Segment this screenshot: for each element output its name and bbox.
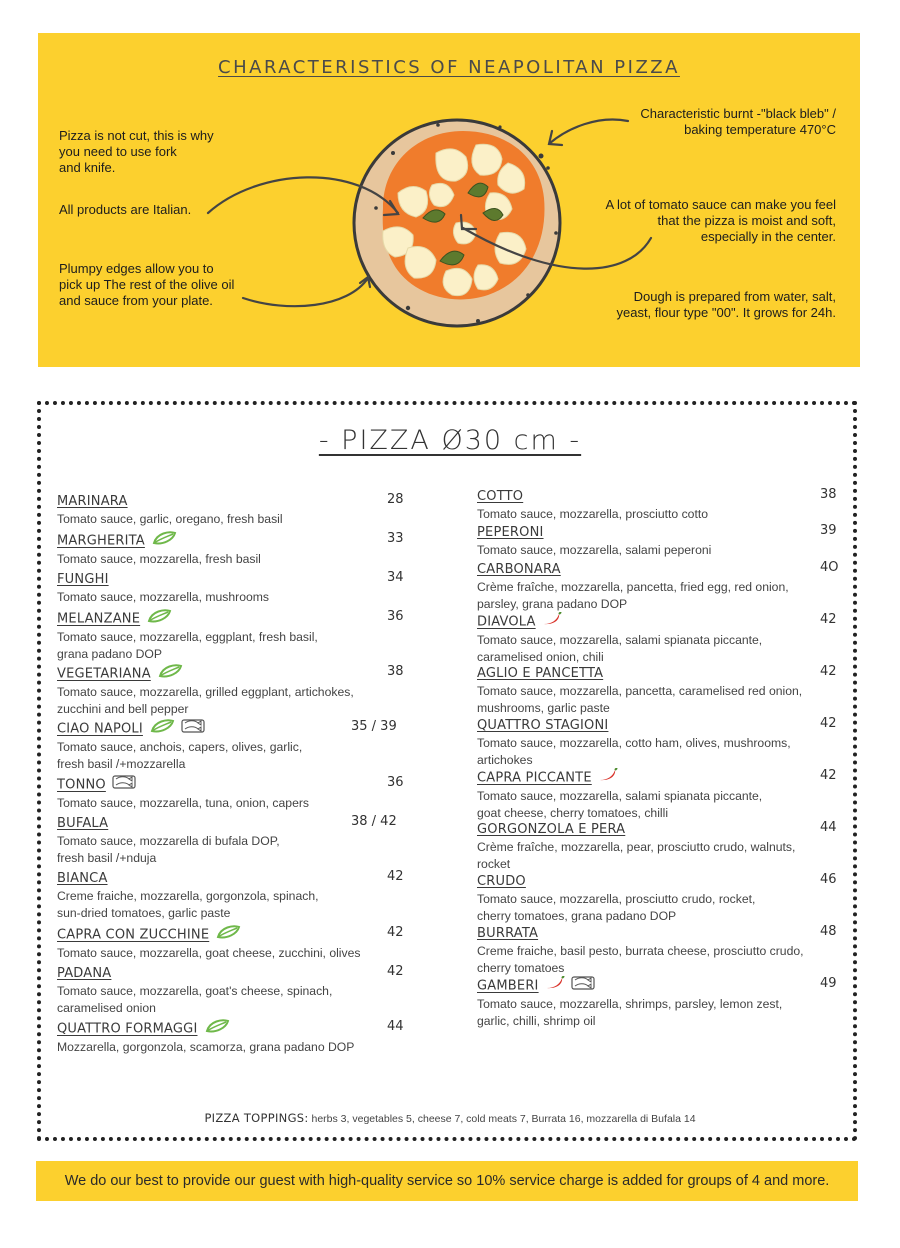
- menu-item: [57, 775, 407, 812]
- menu-item: [57, 492, 407, 528]
- menu-item-description: Tomato sauce, mozzarella di bufala DOP, fresh basil /+nduja: [57, 834, 280, 865]
- menu-item-price: 42: [387, 925, 404, 940]
- menu-item: [477, 924, 837, 976]
- menu-item: [57, 609, 407, 662]
- pizza-toppings: [0, 1111, 900, 1125]
- menu-item: [57, 531, 407, 568]
- menu-item: [477, 487, 837, 523]
- note-burnt: Characteristic burnt -"black bleb" / baking temperature 470°C: [640, 106, 836, 137]
- menu-title-text: - PIZZA Ø30 cm -: [318, 425, 582, 456]
- menu-item-description: Mozzarella, gorgonzola, scamorza, grana padano DOP: [57, 1040, 355, 1054]
- characteristics-title: CHARACTERISTICS OF NEAPOLITAN PIZZA: [218, 57, 680, 78]
- note-not-cut: Pizza is not cut, this is why you need to use fork and knife.: [59, 128, 214, 175]
- menu-item-name: AGLIO E PANCETTA: [477, 666, 604, 681]
- menu-item-name: MELANZANE: [57, 611, 141, 627]
- menu-item-price: 42: [820, 612, 837, 627]
- note-edges: Plumpy edges allow you to pick up The rest of the olive oil and sauce from your plate.: [59, 261, 235, 308]
- menu-item-name: PADANA: [57, 966, 112, 981]
- menu-item-price: 34: [387, 570, 404, 585]
- menu-item-price: 46: [820, 872, 837, 887]
- menu-item-name: GAMBERI: [477, 978, 539, 994]
- menu-item: [57, 869, 407, 921]
- menu-item-name: DIAVOLA: [477, 614, 536, 630]
- menu-item: [57, 1019, 407, 1056]
- menu-title: [0, 425, 900, 456]
- menu-item: [477, 716, 837, 768]
- characteristics-panel: [38, 33, 860, 367]
- menu-item-description: Crème fraîche, mozzarella, pancetta, fried egg, red onion, parsley, grana padano DOP: [477, 580, 789, 611]
- menu-item-price: 48: [820, 924, 837, 939]
- menu-item-name: CARBONARA: [477, 562, 561, 577]
- menu-item-price: 42: [387, 869, 404, 884]
- vegetarian-leaf-icon: [149, 719, 175, 738]
- menu-item-description: Tomato sauce, mozzarella, pancetta, caramelised red onion, mushrooms, garlic paste: [477, 684, 803, 715]
- menu-item-name: QUATTRO FORMAGGI: [57, 1021, 198, 1037]
- menu-item-price: 28: [387, 492, 404, 507]
- menu-item-name: MARINARA: [57, 494, 128, 509]
- menu-item: [57, 664, 407, 717]
- menu-item-description: Tomato sauce, mozzarella, prosciutto crudo, rocket, cherry tomatoes, grana padano DOP: [477, 892, 756, 923]
- menu-item-name: BIANCA: [57, 871, 108, 886]
- menu-item-name: PEPERONI: [477, 525, 544, 540]
- spicy-chili-icon: [545, 976, 565, 995]
- menu-item-description: Tomato sauce, mozzarella, grilled eggplant, artichokes, zucchini and bell pepper: [57, 685, 354, 716]
- menu-item-description: Tomato sauce, mozzarella, goat cheese, zucchini, olives: [57, 946, 361, 960]
- menu-item-name: CIAO NAPOLI: [57, 721, 143, 737]
- menu-item-description: Crème fraîche, mozzarella, pear, prosciutto crudo, walnuts, rocket: [477, 840, 796, 871]
- fish-icon: [112, 775, 136, 794]
- menu-item: [57, 964, 407, 1016]
- menu-item-name: CAPRA PICCANTE: [477, 770, 592, 786]
- menu-item-price: 42: [820, 768, 837, 783]
- menu-item-name: COTTO: [477, 489, 524, 504]
- menu-item-price: 42: [820, 664, 837, 679]
- menu-item-description: Tomato sauce, garlic, oregano, fresh basil: [57, 512, 283, 526]
- menu-item: [477, 560, 839, 612]
- menu-item-description: Tomato sauce, mozzarella, cotto ham, olives, mushrooms, artichokes: [477, 736, 791, 767]
- menu-item-description: Creme fraiche, mozzarella, gorgonzola, spinach, sun-dried tomatoes, garlic paste: [57, 889, 319, 920]
- menu-item-price: 38 / 42: [351, 814, 397, 829]
- spicy-chili-icon: [542, 612, 562, 631]
- menu-item-description: Tomato sauce, mozzarella, mushrooms: [57, 590, 270, 604]
- vegetarian-leaf-icon: [157, 664, 183, 683]
- menu-item-description: Tomato sauce, mozzarella, salami peperoni: [477, 543, 712, 557]
- menu-item-description: Tomato sauce, mozzarella, tuna, onion, capers: [57, 796, 310, 810]
- menu-item-name: FUNGHI: [57, 572, 109, 587]
- menu-item: [477, 820, 837, 872]
- menu-item-price: 36: [387, 609, 404, 624]
- menu-item: [57, 570, 407, 606]
- menu-item: [57, 925, 407, 962]
- menu-item-price: 4O: [820, 560, 839, 575]
- toppings-text: herbs 3, vegetables 5, cheese 7, cold meats 7, Burrata 16, mozzarella di Bufala 14: [308, 1113, 696, 1125]
- menu-item-price: 44: [820, 820, 837, 835]
- menu-item-name: QUATTRO STAGIONI: [477, 718, 609, 733]
- menu-item-description: Tomato sauce, mozzarella, goat's cheese, spinach, caramelised onion: [57, 984, 333, 1015]
- menu-item: [477, 664, 837, 716]
- menu-item-name: CAPRA CON ZUCCHINE: [57, 927, 210, 943]
- menu-item-description: Tomato sauce, mozzarella, salami spianata piccante, goat cheese, cherry tomatoes, chilli: [477, 789, 763, 820]
- note-italian: All products are Italian.: [59, 202, 192, 217]
- menu-item-description: Creme fraiche, basil pesto, burrata cheese, prosciutto crudo, cherry tomatoes: [477, 944, 804, 975]
- menu-item-name: GORGONZOLA E PERA: [477, 822, 626, 837]
- menu-item-name: CRUDO: [477, 874, 526, 889]
- menu-item-price: 39: [820, 523, 837, 538]
- menu-item-description: Tomato sauce, mozzarella, salami spianata piccante, caramelised onion, chili: [477, 633, 763, 664]
- toppings-label: PIZZA TOPPINGS:: [204, 1111, 309, 1125]
- menu-item-price: 33: [387, 531, 404, 546]
- menu-item: [477, 872, 837, 924]
- menu-item-name: BUFALA: [57, 816, 109, 831]
- menu-item-description: Tomato sauce, anchois, capers, olives, garlic, fresh basil /+mozzarella: [57, 740, 303, 771]
- menu-item-name: MARGHERITA: [57, 533, 145, 549]
- menu-item-price: 42: [387, 964, 404, 979]
- menu-item-description: Tomato sauce, mozzarella, eggplant, fresh basil, grana padano DOP: [57, 630, 318, 661]
- menu-item: [477, 768, 837, 821]
- menu-item-description: Tomato sauce, mozzarella, shrimps, parsley, lemon zest, garlic, chilli, shrimp oil: [477, 997, 783, 1028]
- menu-item-name: VEGETARIANA: [57, 666, 151, 682]
- menu-item-price: 36: [387, 775, 404, 790]
- vegetarian-leaf-icon: [146, 609, 172, 628]
- note-sauce: A lot of tomato sauce can make you feel that the pizza is moist and soft, especially in the center.: [605, 197, 836, 244]
- menu-item-price: 35 / 39: [351, 719, 397, 734]
- menu-item: [57, 814, 407, 866]
- menu-item: [477, 523, 837, 559]
- service-charge-footer: We do our best to provide our guest with high-quality service so 10% service charge is added for groups of 4 and more.: [36, 1161, 858, 1201]
- fish-icon: [571, 976, 595, 995]
- vegetarian-leaf-icon: [151, 531, 177, 550]
- menu-item-price: 44: [387, 1019, 404, 1034]
- menu-item: [477, 976, 837, 1029]
- menu-item-price: 42: [820, 716, 837, 731]
- fish-icon: [181, 719, 205, 738]
- menu-item-description: Tomato sauce, mozzarella, fresh basil: [57, 552, 261, 566]
- menu-item-price: 49: [820, 976, 837, 991]
- menu-item-description: Tomato sauce, mozzarella, prosciutto cotto: [477, 507, 708, 521]
- menu-item: [477, 612, 837, 665]
- menu-item-name: TONNO: [57, 777, 106, 793]
- note-dough: Dough is prepared from water, salt, yeast, flour type "00". It grows for 24h.: [616, 289, 836, 320]
- menu-item-price: 38: [820, 487, 837, 502]
- menu-item-name: BURRATA: [477, 926, 539, 941]
- menu-item-price: 38: [387, 664, 404, 679]
- spicy-chili-icon: [598, 768, 618, 787]
- menu-item: [57, 719, 407, 772]
- vegetarian-leaf-icon: [215, 925, 241, 944]
- vegetarian-leaf-icon: [204, 1019, 230, 1038]
